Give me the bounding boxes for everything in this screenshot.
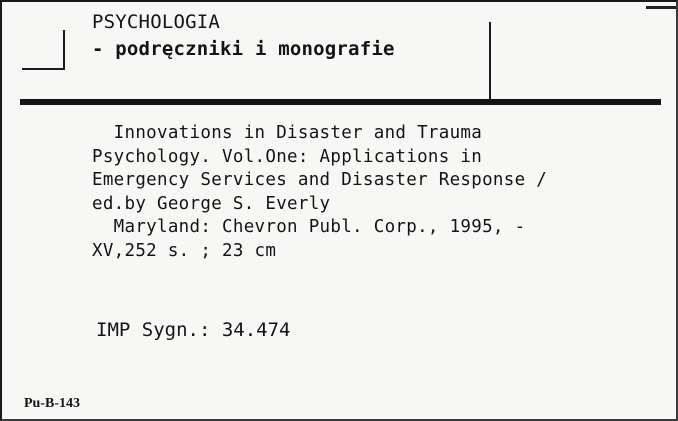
corner-bracket [22, 30, 65, 70]
entry-line: Psychology. Vol.One: Applications in [92, 146, 483, 167]
call-number: IMP Sygn.: 34.474 [96, 319, 291, 341]
subject-title: PSYCHOLOGIA [92, 11, 221, 33]
entry-line: Emergency Services and Disaster Response / [92, 170, 548, 190]
bibliographic-entry [92, 122, 667, 263]
entry-line: Maryland: Chevron Publ. Corp., 1995, - [92, 217, 526, 237]
entry-line: ed.by George S. Everly [92, 193, 331, 214]
corner-mark [646, 6, 676, 9]
entry-line: Innovations in Disaster and Trauma [92, 123, 483, 143]
subject-heading [92, 10, 482, 62]
subject-subdivision: - podręczniki i monografie [92, 38, 395, 60]
horizontal-rule [20, 99, 661, 105]
entry-line: XV,252 s. ; 23 cm [92, 240, 277, 261]
catalog-number: Pu-B-143 [24, 396, 80, 411]
vertical-divider [489, 22, 491, 100]
